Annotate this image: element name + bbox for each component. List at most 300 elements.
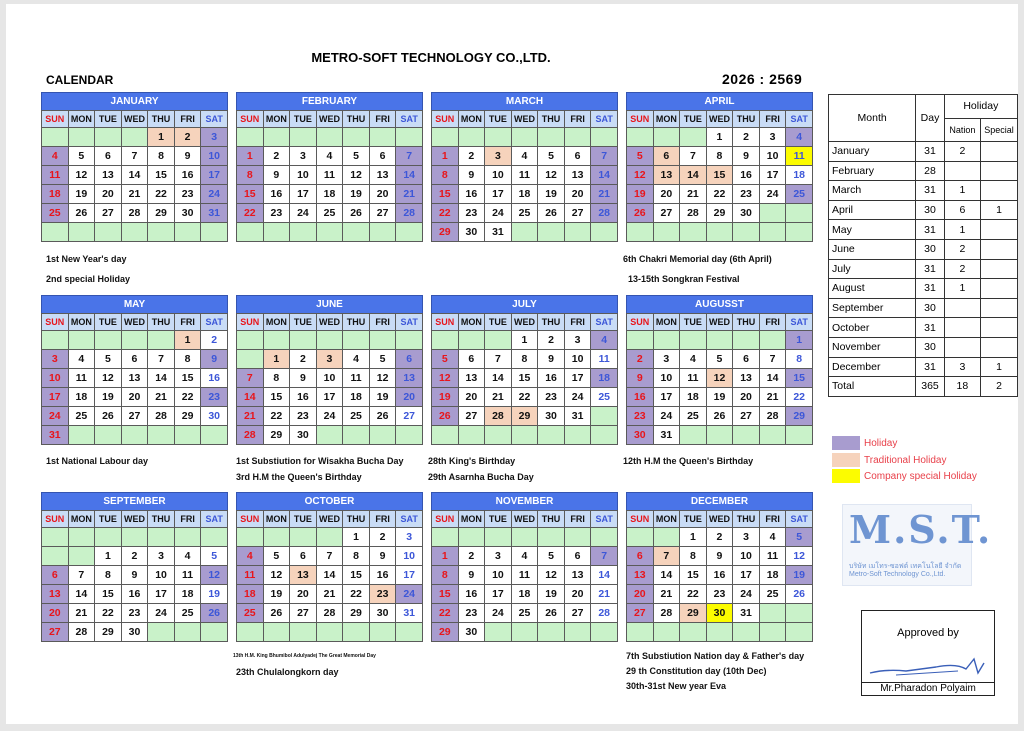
empty-day-cell	[564, 128, 591, 147]
weekday-header: THU	[148, 111, 175, 128]
day-cell: 26	[68, 204, 95, 223]
day-cell: 23	[290, 407, 317, 426]
day-cell: 26	[343, 204, 370, 223]
day-cell: 28	[680, 204, 707, 223]
weekday-header: FRI	[759, 511, 786, 528]
empty-day-cell	[759, 204, 786, 223]
day-cell: 12	[786, 547, 813, 566]
day-cell: 20	[564, 185, 591, 204]
weekday-header: TUE	[95, 314, 122, 331]
day-cell: 31	[653, 426, 680, 445]
weekday-header: FRI	[369, 314, 396, 331]
weekday-header: THU	[538, 111, 565, 128]
empty-day-cell	[369, 223, 396, 242]
day-cell: 9	[733, 147, 760, 166]
summary-days: 28	[916, 161, 944, 181]
day-cell: 29	[706, 204, 733, 223]
summary-nation: 2	[944, 142, 980, 162]
weekday-header: THU	[343, 111, 370, 128]
empty-day-cell	[538, 128, 565, 147]
day-cell: 27	[564, 204, 591, 223]
day-cell: 10	[42, 369, 69, 388]
day-cell: 20	[564, 585, 591, 604]
day-cell: 29	[174, 407, 201, 426]
day-cell: 9	[369, 547, 396, 566]
day-cell: 14	[396, 166, 423, 185]
day-cell: 26	[263, 604, 290, 623]
month-june	[236, 295, 423, 445]
day-cell: 2	[733, 128, 760, 147]
empty-day-cell	[564, 223, 591, 242]
day-cell: 25	[511, 204, 538, 223]
weekday-header: SUN	[237, 314, 264, 331]
weekday-header: THU	[733, 314, 760, 331]
day-cell: 8	[432, 566, 459, 585]
weekday-header: FRI	[369, 511, 396, 528]
day-cell: 11	[511, 566, 538, 585]
day-cell: 9	[706, 547, 733, 566]
day-cell: 12	[263, 566, 290, 585]
month-title: MARCH	[431, 92, 618, 110]
empty-day-cell	[121, 331, 148, 350]
empty-day-cell	[68, 128, 95, 147]
empty-day-cell	[369, 331, 396, 350]
day-cell: 18	[343, 388, 370, 407]
summary-nation: 6	[944, 200, 980, 220]
day-cell: 15	[432, 585, 459, 604]
empty-day-cell	[42, 528, 69, 547]
note-apr-2: 13-15th Songkran Festival	[628, 274, 740, 284]
empty-day-cell	[95, 331, 122, 350]
calendar-page	[6, 4, 1018, 724]
day-cell: 20	[653, 185, 680, 204]
summary-month: October	[829, 318, 916, 338]
day-cell: 23	[706, 585, 733, 604]
day-cell: 4	[316, 147, 343, 166]
day-cell: 31	[396, 604, 423, 623]
day-cell: 12	[538, 566, 565, 585]
empty-day-cell	[591, 407, 618, 426]
day-cell: 6	[458, 350, 485, 369]
legend-traditional-label: Traditional Holiday	[864, 454, 947, 466]
month-april	[626, 92, 813, 242]
day-cell: 30	[733, 204, 760, 223]
stamp-logo-text: M.S.T.	[849, 507, 993, 552]
day-cell: 5	[538, 547, 565, 566]
day-cell: 18	[237, 585, 264, 604]
summary-row	[829, 181, 1018, 201]
weekday-header: TUE	[290, 511, 317, 528]
note-dec-3: 30th-31st New year Eva	[626, 681, 727, 691]
empty-day-cell	[174, 426, 201, 445]
day-cell: 4	[237, 547, 264, 566]
empty-day-cell	[591, 426, 618, 445]
weekday-header: WED	[121, 314, 148, 331]
weekday-header: MON	[263, 314, 290, 331]
day-cell: 9	[458, 166, 485, 185]
note-oct-1: 13th H.M. King Bhumibol Adulyadej The Great Memorial Day	[233, 653, 376, 659]
day-cell: 30	[458, 223, 485, 242]
weekday-header: FRI	[174, 511, 201, 528]
empty-day-cell	[263, 223, 290, 242]
weekday-header: WED	[511, 111, 538, 128]
day-cell: 14	[148, 369, 175, 388]
note-jan-1: 1st New Year's day	[46, 254, 127, 264]
empty-day-cell	[538, 223, 565, 242]
summary-days: 31	[916, 357, 944, 377]
empty-day-cell	[174, 528, 201, 547]
summary-month: January	[829, 142, 916, 162]
day-cell: 7	[316, 547, 343, 566]
empty-day-cell	[653, 128, 680, 147]
empty-day-cell	[786, 426, 813, 445]
weekday-header: THU	[538, 314, 565, 331]
summary-nation	[944, 298, 980, 318]
day-cell: 30	[121, 623, 148, 642]
weekday-header: SUN	[237, 511, 264, 528]
day-cell: 7	[68, 566, 95, 585]
weekday-header: SUN	[627, 111, 654, 128]
day-cell: 6	[627, 547, 654, 566]
empty-day-cell	[485, 426, 512, 445]
empty-day-cell	[396, 128, 423, 147]
day-cell: 7	[759, 350, 786, 369]
day-cell: 20	[458, 388, 485, 407]
day-cell: 10	[396, 547, 423, 566]
day-cell: 15	[174, 369, 201, 388]
day-cell: 6	[42, 566, 69, 585]
day-cell: 10	[653, 369, 680, 388]
empty-day-cell	[201, 426, 228, 445]
weekday-header: SUN	[432, 511, 459, 528]
weekday-header: MON	[653, 511, 680, 528]
empty-day-cell	[369, 128, 396, 147]
day-cell: 15	[263, 388, 290, 407]
summary-row	[829, 259, 1018, 279]
weekday-header: MON	[263, 511, 290, 528]
summary-days: 30	[916, 337, 944, 357]
empty-day-cell	[95, 223, 122, 242]
weekday-header: MON	[653, 314, 680, 331]
day-cell: 27	[653, 204, 680, 223]
day-cell: 26	[369, 407, 396, 426]
day-cell: 7	[653, 547, 680, 566]
summary-month: February	[829, 161, 916, 181]
day-cell: 22	[343, 585, 370, 604]
weekday-header: TUE	[290, 111, 317, 128]
day-cell: 1	[95, 547, 122, 566]
day-cell: 8	[511, 350, 538, 369]
day-cell: 15	[432, 185, 459, 204]
weekday-header: WED	[706, 511, 733, 528]
day-cell: 13	[42, 585, 69, 604]
approval-title: Approved by	[897, 627, 959, 639]
weekday-header: MON	[653, 111, 680, 128]
day-cell: 8	[706, 147, 733, 166]
day-cell: 2	[121, 547, 148, 566]
day-cell: 18	[591, 369, 618, 388]
day-cell: 8	[786, 350, 813, 369]
empty-day-cell	[121, 528, 148, 547]
empty-day-cell	[680, 623, 707, 642]
weekday-header: WED	[511, 314, 538, 331]
day-cell: 1	[680, 528, 707, 547]
empty-day-cell	[343, 331, 370, 350]
day-cell: 21	[396, 185, 423, 204]
summary-header-month: Month	[829, 95, 916, 142]
day-cell: 22	[786, 388, 813, 407]
month-march	[431, 92, 618, 242]
day-cell: 4	[511, 547, 538, 566]
summary-special	[981, 161, 1018, 181]
summary-special: 1	[981, 357, 1018, 377]
summary-special	[981, 337, 1018, 357]
empty-day-cell	[458, 128, 485, 147]
weekday-header: SAT	[201, 511, 228, 528]
day-cell: 5	[201, 547, 228, 566]
summary-days: 31	[916, 181, 944, 201]
day-cell: 6	[95, 147, 122, 166]
empty-day-cell	[316, 331, 343, 350]
empty-day-cell	[148, 623, 175, 642]
weekday-header: SUN	[42, 111, 69, 128]
day-cell: 30	[706, 604, 733, 623]
day-cell: 14	[653, 566, 680, 585]
day-cell: 26	[627, 204, 654, 223]
day-cell: 4	[591, 331, 618, 350]
holiday-summary-table	[828, 94, 1018, 397]
day-cell: 31	[733, 604, 760, 623]
month-january	[41, 92, 228, 242]
day-cell: 11	[316, 166, 343, 185]
day-cell: 10	[148, 566, 175, 585]
day-cell: 12	[706, 369, 733, 388]
empty-day-cell	[42, 331, 69, 350]
day-cell: 25	[759, 585, 786, 604]
legend-holiday	[832, 436, 897, 450]
day-cell: 5	[68, 147, 95, 166]
day-cell: 12	[627, 166, 654, 185]
month-title: FEBRUARY	[236, 92, 423, 110]
summary-month: September	[829, 298, 916, 318]
empty-day-cell	[396, 623, 423, 642]
day-cell: 11	[786, 147, 813, 166]
day-cell: 16	[458, 585, 485, 604]
month-grid	[626, 313, 813, 445]
weekday-header: SAT	[396, 511, 423, 528]
day-cell: 11	[174, 566, 201, 585]
summary-month: November	[829, 337, 916, 357]
day-cell: 23	[733, 185, 760, 204]
day-cell: 9	[290, 369, 317, 388]
empty-day-cell	[174, 623, 201, 642]
day-cell: 3	[148, 547, 175, 566]
weekday-header: SAT	[786, 314, 813, 331]
day-cell: 29	[263, 426, 290, 445]
day-cell: 10	[733, 547, 760, 566]
month-may	[41, 295, 228, 445]
empty-day-cell	[68, 426, 95, 445]
day-cell: 15	[786, 369, 813, 388]
day-cell: 17	[148, 585, 175, 604]
note-dec-2: 29 th Constitution day (10th Dec)	[626, 666, 767, 676]
weekday-header: THU	[733, 111, 760, 128]
weekday-header: SAT	[786, 111, 813, 128]
summary-header-special: Special	[981, 118, 1018, 142]
day-cell: 15	[95, 585, 122, 604]
day-cell: 10	[485, 166, 512, 185]
day-cell: 30	[538, 407, 565, 426]
empty-day-cell	[432, 528, 459, 547]
day-cell: 8	[343, 547, 370, 566]
empty-day-cell	[95, 426, 122, 445]
day-cell: 17	[485, 585, 512, 604]
day-cell: 26	[538, 204, 565, 223]
legend-special	[832, 469, 977, 483]
weekday-header: SUN	[42, 511, 69, 528]
day-cell: 2	[369, 528, 396, 547]
summary-nation	[944, 318, 980, 338]
day-cell: 21	[759, 388, 786, 407]
month-grid	[431, 110, 618, 242]
day-cell: 26	[706, 407, 733, 426]
summary-row	[829, 318, 1018, 338]
day-cell: 15	[148, 166, 175, 185]
empty-day-cell	[538, 528, 565, 547]
empty-day-cell	[485, 331, 512, 350]
summary-special	[981, 181, 1018, 201]
day-cell: 2	[706, 528, 733, 547]
summary-days: 365	[916, 377, 944, 397]
day-cell: 16	[369, 566, 396, 585]
day-cell: 10	[485, 566, 512, 585]
empty-day-cell	[511, 528, 538, 547]
day-cell: 1	[148, 128, 175, 147]
day-cell: 28	[485, 407, 512, 426]
summary-special	[981, 318, 1018, 338]
day-cell: 22	[95, 604, 122, 623]
day-cell: 22	[237, 204, 264, 223]
day-cell: 18	[42, 185, 69, 204]
day-cell: 9	[174, 147, 201, 166]
day-cell: 7	[237, 369, 264, 388]
weekday-header: SAT	[201, 111, 228, 128]
day-cell: 28	[121, 204, 148, 223]
day-cell: 17	[485, 185, 512, 204]
day-cell: 25	[174, 604, 201, 623]
note-jun-2: 3rd H.M the Queen's Birthday	[236, 472, 362, 482]
empty-day-cell	[432, 128, 459, 147]
day-cell: 20	[369, 185, 396, 204]
month-grid	[41, 110, 228, 242]
empty-day-cell	[369, 623, 396, 642]
empty-day-cell	[432, 331, 459, 350]
month-september	[41, 492, 228, 642]
summary-month: Total	[829, 377, 916, 397]
day-cell: 29	[786, 407, 813, 426]
day-cell: 29	[432, 623, 459, 642]
summary-row	[829, 200, 1018, 220]
note-jul-2: 29th Asarnha Bucha Day	[428, 472, 534, 482]
day-cell: 2	[201, 331, 228, 350]
day-cell: 28	[68, 623, 95, 642]
empty-day-cell	[653, 623, 680, 642]
summary-header-holiday: Holiday	[944, 95, 1017, 119]
summary-nation: 1	[944, 181, 980, 201]
day-cell: 12	[538, 166, 565, 185]
day-cell: 22	[432, 604, 459, 623]
day-cell: 21	[148, 388, 175, 407]
day-cell: 10	[201, 147, 228, 166]
day-cell: 25	[511, 604, 538, 623]
weekday-header: FRI	[174, 314, 201, 331]
day-cell: 27	[42, 623, 69, 642]
month-grid	[431, 313, 618, 445]
day-cell: 17	[201, 166, 228, 185]
day-cell: 21	[485, 388, 512, 407]
day-cell: 6	[733, 350, 760, 369]
empty-day-cell	[343, 426, 370, 445]
day-cell: 13	[369, 166, 396, 185]
day-cell: 23	[458, 604, 485, 623]
month-title: NOVEMBER	[431, 492, 618, 510]
empty-day-cell	[680, 223, 707, 242]
weekday-header: WED	[316, 511, 343, 528]
summary-days: 31	[916, 220, 944, 240]
day-cell: 3	[653, 350, 680, 369]
day-cell: 30	[627, 426, 654, 445]
day-cell: 17	[316, 388, 343, 407]
day-cell: 11	[343, 369, 370, 388]
empty-day-cell	[121, 426, 148, 445]
day-cell: 30	[290, 426, 317, 445]
day-cell: 25	[786, 185, 813, 204]
day-cell: 30	[174, 204, 201, 223]
empty-day-cell	[174, 223, 201, 242]
stamp-line-english: Metro-Soft Technology Co.,Ltd.	[849, 571, 946, 578]
summary-special	[981, 298, 1018, 318]
weekday-header: MON	[263, 111, 290, 128]
day-cell: 23	[263, 204, 290, 223]
day-cell: 18	[68, 388, 95, 407]
day-cell: 30	[369, 604, 396, 623]
day-cell: 18	[786, 166, 813, 185]
day-cell: 24	[42, 407, 69, 426]
empty-day-cell	[511, 623, 538, 642]
approval-box	[861, 610, 995, 696]
day-cell: 28	[653, 604, 680, 623]
day-cell: 1	[343, 528, 370, 547]
day-cell: 13	[458, 369, 485, 388]
day-cell: 11	[42, 166, 69, 185]
weekday-header: SAT	[591, 111, 618, 128]
day-cell: 16	[733, 166, 760, 185]
day-cell: 26	[538, 604, 565, 623]
day-cell: 8	[174, 350, 201, 369]
day-cell: 28	[316, 604, 343, 623]
empty-day-cell	[511, 426, 538, 445]
day-cell: 14	[591, 566, 618, 585]
empty-day-cell	[201, 223, 228, 242]
day-cell: 13	[564, 166, 591, 185]
empty-day-cell	[538, 426, 565, 445]
signature-image	[866, 651, 990, 681]
day-cell: 19	[706, 388, 733, 407]
empty-day-cell	[653, 331, 680, 350]
empty-day-cell	[237, 331, 264, 350]
summary-special	[981, 220, 1018, 240]
month-february	[236, 92, 423, 242]
